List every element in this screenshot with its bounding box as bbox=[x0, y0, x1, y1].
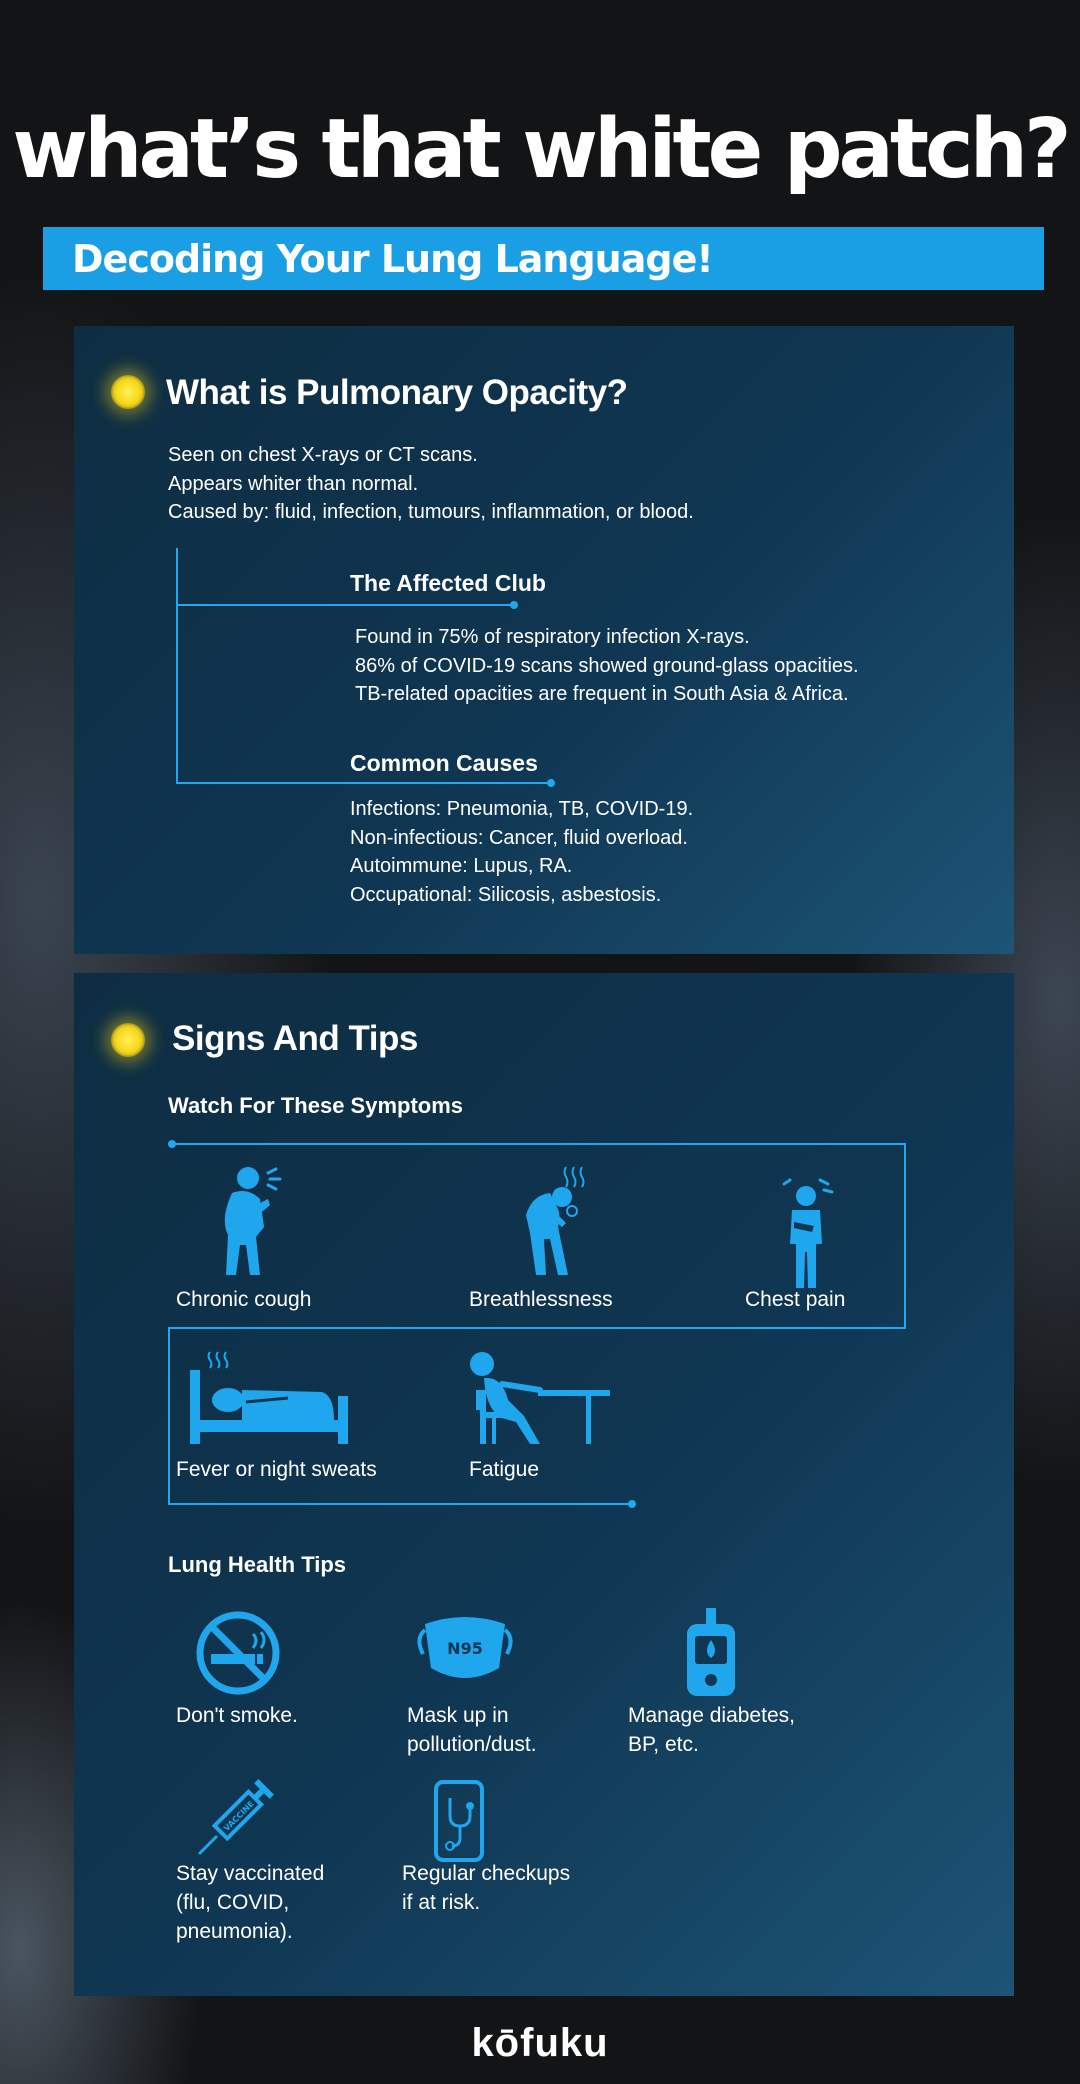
phone-stethoscope-icon bbox=[432, 1780, 488, 1862]
tip-line: (flu, COVID, bbox=[176, 1891, 290, 1914]
affected-line: TB-related opacities are frequent in South Asia & Africa. bbox=[355, 683, 849, 705]
intro-line: Caused by: fluid, infection, tumours, inflammation, or blood. bbox=[168, 501, 694, 523]
bullet-dot-icon bbox=[111, 1023, 145, 1057]
connector-end-dot bbox=[547, 779, 555, 787]
symptom-label: Fever or night sweats bbox=[176, 1458, 377, 1481]
cough-icon bbox=[210, 1163, 290, 1281]
brand-logo: kōfuku bbox=[471, 2021, 609, 2065]
affected-line: Found in 75% of respiratory infection X-rays. bbox=[355, 626, 750, 648]
tip-line: BP, etc. bbox=[628, 1733, 699, 1756]
bullet-dot-icon bbox=[111, 375, 145, 409]
subtitle-text: Decoding Your Lung Language! bbox=[72, 237, 713, 281]
tree-connector-affected bbox=[176, 604, 514, 606]
tip-label bbox=[407, 1701, 537, 1759]
tip-line: pneumonia). bbox=[176, 1920, 293, 1943]
symptom-label: Chronic cough bbox=[176, 1288, 312, 1311]
affected-club-list bbox=[355, 623, 859, 709]
tip-line: Mask up in bbox=[407, 1704, 509, 1727]
connector-end-dot bbox=[510, 601, 518, 609]
tree-connector-causes bbox=[176, 782, 551, 784]
mask-label: N95 bbox=[447, 1639, 483, 1658]
symptoms-heading: Watch For These Symptoms bbox=[168, 1093, 464, 1118]
symptoms-frame-bottom bbox=[168, 1503, 632, 1505]
tip-label bbox=[176, 1701, 298, 1730]
glucometer-icon bbox=[683, 1608, 739, 1698]
tip-line: if at risk. bbox=[402, 1891, 481, 1914]
tips-heading: Lung Health Tips bbox=[168, 1552, 347, 1577]
tip-label bbox=[176, 1859, 324, 1946]
section-heading-opacity: What is Pulmonary Opacity? bbox=[166, 373, 628, 412]
tip-line: Regular checkups bbox=[402, 1862, 571, 1885]
tip-line: Stay vaccinated bbox=[176, 1862, 325, 1885]
cause-line: Infections: Pneumonia, TB, COVID-19. bbox=[350, 798, 694, 820]
intro-line: Seen on chest X-rays or CT scans. bbox=[168, 444, 478, 466]
tip-line: Manage diabetes, bbox=[628, 1704, 795, 1727]
chest-pain-icon bbox=[776, 1176, 836, 1294]
syringe-icon bbox=[195, 1768, 285, 1858]
symptom-label: Chest pain bbox=[745, 1288, 846, 1311]
tree-connector-vertical bbox=[176, 548, 178, 784]
symptom-label: Fatigue bbox=[469, 1458, 540, 1481]
tip-label bbox=[628, 1701, 795, 1759]
intro-line: Appears whiter than normal. bbox=[168, 472, 419, 495]
symptoms-frame-middle bbox=[168, 1327, 906, 1329]
tip-line: Don't smoke. bbox=[176, 1704, 298, 1727]
tip-line: pollution/dust. bbox=[407, 1733, 537, 1756]
no-smoking-icon bbox=[195, 1610, 281, 1696]
common-causes-heading: Common Causes bbox=[350, 750, 538, 776]
frame-end-dot bbox=[628, 1500, 636, 1508]
fatigue-icon bbox=[462, 1350, 612, 1445]
section-heading-signs: Signs And Tips bbox=[172, 1019, 418, 1058]
symptoms-frame-right bbox=[904, 1143, 906, 1329]
symptom-label: Breathlessness bbox=[469, 1288, 613, 1311]
breathless-icon bbox=[510, 1163, 600, 1281]
symptoms-frame-left bbox=[168, 1327, 170, 1505]
syringe-label: VACCINE bbox=[222, 1799, 256, 1834]
mask-icon bbox=[415, 1608, 515, 1688]
cause-line: Non-infectious: Cancer, fluid overload. bbox=[350, 826, 688, 849]
affected-club-heading: The Affected Club bbox=[350, 570, 546, 596]
opacity-intro bbox=[168, 441, 694, 527]
tip-label bbox=[402, 1859, 570, 1917]
page-title: what’s that white patch? bbox=[12, 102, 1068, 197]
affected-line: 86% of COVID-19 scans showed ground-glass opacities. bbox=[355, 654, 859, 677]
cause-line: Occupational: Silicosis, asbestosis. bbox=[350, 883, 662, 906]
symptoms-frame-top bbox=[172, 1143, 906, 1145]
cause-line: Autoimmune: Lupus, RA. bbox=[350, 855, 573, 877]
fever-bed-icon bbox=[188, 1350, 350, 1445]
common-causes-list bbox=[350, 795, 693, 909]
